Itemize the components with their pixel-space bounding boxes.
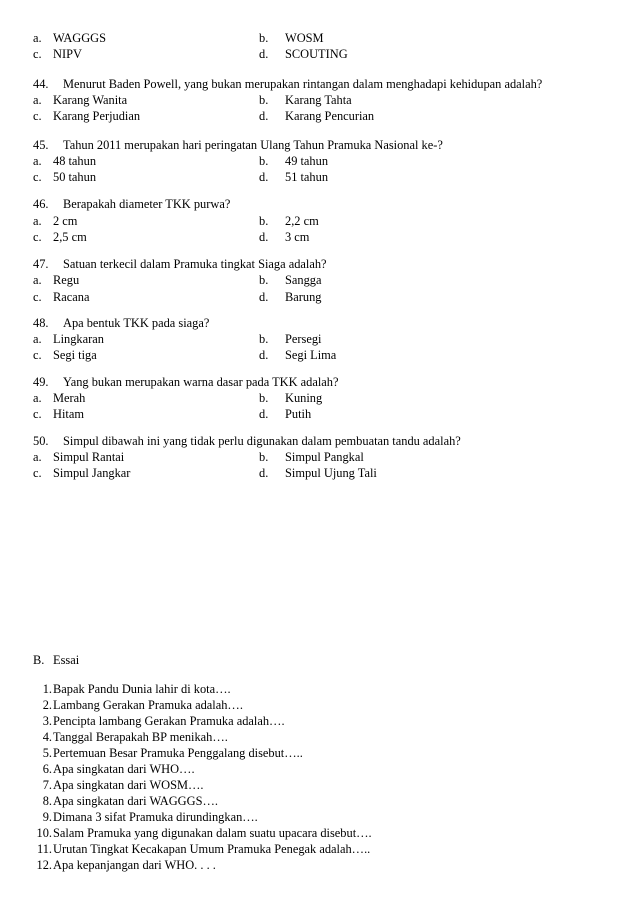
option-letter: d. [259, 348, 269, 362]
option-row [0, 465, 638, 481]
option-text: 2,5 cm [53, 230, 87, 244]
essay-question: Salam Pramuka yang digunakan dalam suatu upacara disebut…. [53, 826, 372, 840]
option-row [0, 331, 638, 347]
question-row [0, 374, 638, 390]
option-letter: a. [33, 154, 42, 168]
option-letter: a. [33, 31, 42, 45]
option-row [0, 108, 638, 124]
question-row [0, 76, 638, 92]
section-heading [0, 652, 638, 668]
question-text: Tahun 2011 merupakan hari peringatan Ulang Tahun Pramuka Nasional ke-? [63, 138, 443, 152]
essay-question: Apa singkatan dari WAGGGS…. [53, 794, 218, 808]
option-text: Lingkaran [53, 332, 104, 346]
option-text: Simpul Jangkar [53, 466, 131, 480]
option-letter: a. [33, 214, 42, 228]
option-text: Persegi [285, 332, 322, 346]
option-letter: c. [33, 290, 42, 304]
option-letter: a. [33, 391, 42, 405]
option-text: Simpul Pangkal [285, 450, 364, 464]
essay-number: 4. [42, 730, 52, 744]
option-letter: b. [259, 273, 269, 287]
essay-number: 8. [42, 794, 52, 808]
option-text: 49 tahun [285, 154, 329, 168]
essay-question: Pencipta lambang Gerakan Pramuka adalah…. [53, 714, 285, 728]
essay-item [0, 713, 638, 729]
option-text: Karang Tahta [285, 93, 352, 107]
option-text: Simpul Rantai [53, 450, 125, 464]
essay-number: 6. [42, 762, 52, 776]
question-number: 46. [33, 197, 49, 211]
essay-number: 12. [36, 858, 52, 872]
option-row [0, 46, 638, 62]
question-text: Simpul dibawah ini yang tidak perlu digunakan dalam pembuatan tandu adalah? [63, 434, 461, 448]
option-text: Simpul Ujung Tali [285, 466, 377, 480]
essay-question: Bapak Pandu Dunia lahir di kota…. [53, 682, 231, 696]
option-text: SCOUTING [285, 47, 348, 61]
option-letter: a. [33, 93, 42, 107]
option-row [0, 153, 638, 169]
option-text: Karang Perjudian [53, 109, 141, 123]
option-letter: b. [259, 214, 269, 228]
question-text: Satuan terkecil dalam Pramuka tingkat Siaga adalah? [63, 257, 327, 271]
question-row [0, 315, 638, 331]
option-letter: d. [259, 47, 269, 61]
essay-item [0, 793, 638, 809]
question-text: Berapakah diameter TKK purwa? [63, 197, 231, 211]
question-number: 44. [33, 77, 49, 91]
option-letter: c. [33, 109, 42, 123]
question-number: 48. [33, 316, 49, 330]
essay-item [0, 729, 638, 745]
essay-number: 7. [42, 778, 52, 792]
option-letter: c. [33, 348, 42, 362]
essay-item [0, 841, 638, 857]
option-text: Merah [53, 391, 86, 405]
essay-item [0, 745, 638, 761]
question-number: 50. [33, 434, 49, 448]
option-letter: b. [259, 391, 269, 405]
essay-question: Urutan Tingkat Kecakapan Umum Pramuka Penegak adalah….. [53, 842, 371, 856]
option-row [0, 449, 638, 465]
option-letter: d. [259, 407, 269, 421]
option-text: Segi Lima [285, 348, 337, 362]
option-row [0, 30, 638, 46]
option-text: Karang Pencurian [285, 109, 375, 123]
question-number: 45. [33, 138, 49, 152]
essay-question: Tanggal Berapakah BP menikah…. [53, 730, 228, 744]
option-row [0, 406, 638, 422]
option-letter: b. [259, 31, 269, 45]
option-letter: d. [259, 290, 269, 304]
option-letter: c. [33, 47, 42, 61]
option-letter: c. [33, 407, 42, 421]
essay-number: 9. [42, 810, 52, 824]
option-row [0, 229, 638, 245]
essay-item [0, 777, 638, 793]
essay-item [0, 809, 638, 825]
option-text: 2,2 cm [285, 214, 319, 228]
essay-question: Apa kepanjangan dari WHO. . . . [53, 858, 216, 872]
option-text: WAGGGS [53, 31, 107, 45]
option-row [0, 347, 638, 363]
section-title: Essai [53, 653, 80, 667]
essay-number: 11. [36, 842, 52, 856]
option-text: 50 tahun [53, 170, 97, 184]
question-row [0, 433, 638, 449]
essay-question: Apa singkatan dari WOSM…. [53, 778, 204, 792]
option-text: 2 cm [53, 214, 78, 228]
option-letter: a. [33, 332, 42, 346]
option-letter: a. [33, 450, 42, 464]
option-text: Racana [53, 290, 90, 304]
question-row [0, 196, 638, 212]
option-row [0, 169, 638, 185]
option-letter: c. [33, 230, 42, 244]
essay-question: Dimana 3 sifat Pramuka dirundingkan…. [53, 810, 258, 824]
option-text: NIPV [53, 47, 82, 61]
option-text: Sangga [285, 273, 322, 287]
option-letter: d. [259, 109, 269, 123]
option-letter: d. [259, 466, 269, 480]
option-text: 3 cm [285, 230, 310, 244]
essay-number: 5. [42, 746, 52, 760]
essay-number: 10. [36, 826, 52, 840]
option-text: Segi tiga [53, 348, 97, 362]
option-text: WOSM [285, 31, 324, 45]
essay-number: 1. [42, 682, 52, 696]
essay-item [0, 761, 638, 777]
essay-item [0, 857, 638, 873]
question-text: Apa bentuk TKK pada siaga? [63, 316, 210, 330]
option-text: 48 tahun [53, 154, 97, 168]
option-row [0, 92, 638, 108]
question-number: 49. [33, 375, 49, 389]
option-letter: a. [33, 273, 42, 287]
essay-item [0, 825, 638, 841]
option-row [0, 390, 638, 406]
option-row [0, 213, 638, 229]
option-letter: b. [259, 93, 269, 107]
option-letter: b. [259, 154, 269, 168]
question-number: 47. [33, 257, 49, 271]
option-letter: d. [259, 230, 269, 244]
option-text: Hitam [53, 407, 84, 421]
option-text: Regu [53, 273, 80, 287]
section-letter: B. [33, 653, 45, 667]
essay-number: 2. [42, 698, 52, 712]
option-text: Putih [285, 407, 312, 421]
question-row [0, 137, 638, 153]
essay-item [0, 697, 638, 713]
essay-number: 3. [42, 714, 52, 728]
option-letter: c. [33, 466, 42, 480]
option-letter: c. [33, 170, 42, 184]
option-row [0, 289, 638, 305]
essay-question: Lambang Gerakan Pramuka adalah…. [53, 698, 243, 712]
option-text: Kuning [285, 391, 323, 405]
option-letter: b. [259, 332, 269, 346]
question-text: Menurut Baden Powell, yang bukan merupakan rintangan dalam menghadapi kehidupan adalah? [63, 77, 543, 91]
option-text: 51 tahun [285, 170, 329, 184]
option-row [0, 272, 638, 288]
option-text: Barung [285, 290, 322, 304]
essay-item [0, 681, 638, 697]
option-text: Karang Wanita [53, 93, 128, 107]
option-letter: b. [259, 450, 269, 464]
option-letter: d. [259, 170, 269, 184]
question-row [0, 256, 638, 272]
essay-question: Apa singkatan dari WHO…. [53, 762, 195, 776]
question-text: Yang bukan merupakan warna dasar pada TKK adalah? [63, 375, 339, 389]
essay-question: Pertemuan Besar Pramuka Penggalang disebut….. [53, 746, 303, 760]
